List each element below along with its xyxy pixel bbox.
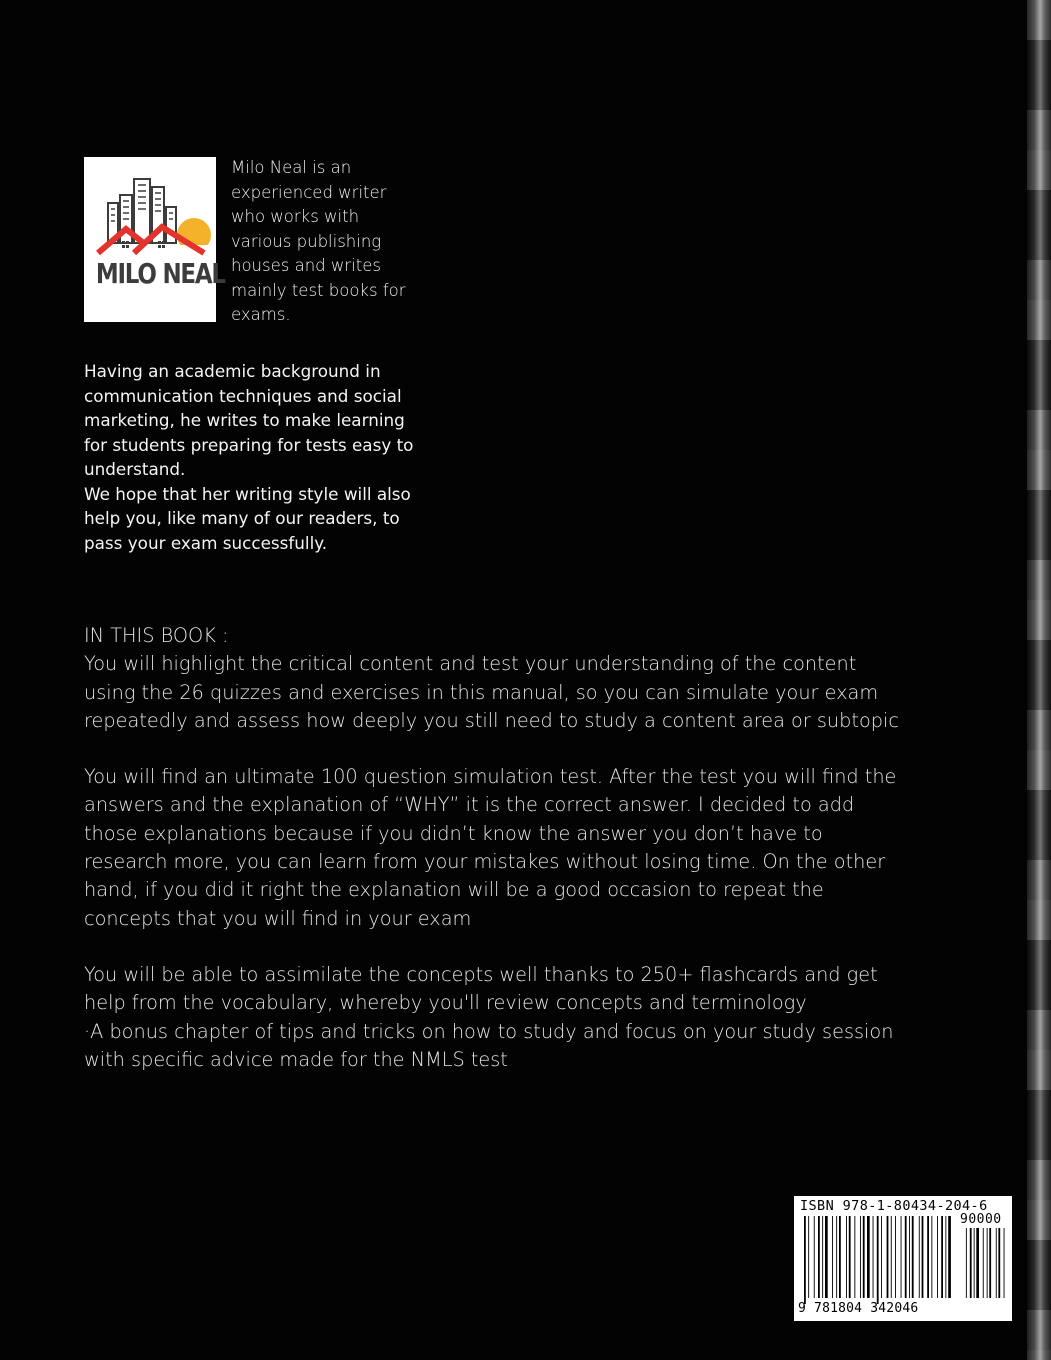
in-this-book-section (84, 622, 904, 1074)
book-feature-bonus-chapter: ·A bonus chapter of tips and tricks on how to study and focus on your study session with specific advice made for the NMLS test (84, 1019, 894, 1071)
book-feature-simulation-test: You will find an ultimate 100 question simulation test. After the test you will find the answers and the explanation of “WHY” it is the correct answer. I decided to add those explanations because if you didn’t know the answer you don’t have to research more, you can learn from your mistakes without losing time. On the other hand, if you did it right the explanation will be a good occasion to repeat the concepts that you will find in your exam (84, 765, 897, 930)
book-feature-flashcards: You will be able to assimilate the concepts well thanks to 250+ flashcards and get help from the vocabulary, whereby you'll review concepts and terminology (84, 962, 878, 1015)
author-hope-text: We hope that her writing style will also help you, like many of our readers, to pass your exam successfully. (84, 483, 411, 553)
author-logo (84, 157, 225, 322)
isbn-label: ISBN 978-1-80434-204-6 (800, 1198, 988, 1214)
logo-brand-text: MILO NEAL (95, 257, 225, 290)
book-feature-quizzes: You will highlight the critical content and test your understanding of the content using the 26 quizzes and exercises in this manual, so you can simulate your exam repeatedly and assess how deeply you still need to study a content area or subtopic (84, 652, 899, 732)
city-skyline-house-sun-icon (84, 157, 225, 322)
author-bio-paragraph (84, 359, 419, 555)
price-code: 90000 (960, 1212, 1002, 1227)
author-bio-intro: Milo Neal is an experienced writer who works with various publishing houses and writes mainly test books for exams. (231, 158, 406, 324)
isbn-barcode (794, 1196, 1012, 1321)
author-background-text: Having an academic background in communication techniques and social marketing, he writes to make learning for students preparing for tests easy to understand. (84, 361, 414, 479)
cover-spine-edge (1027, 0, 1051, 1360)
ean-digits: 9 781804 342046 (798, 1301, 919, 1316)
section-heading: IN THIS BOOK : (84, 624, 229, 647)
